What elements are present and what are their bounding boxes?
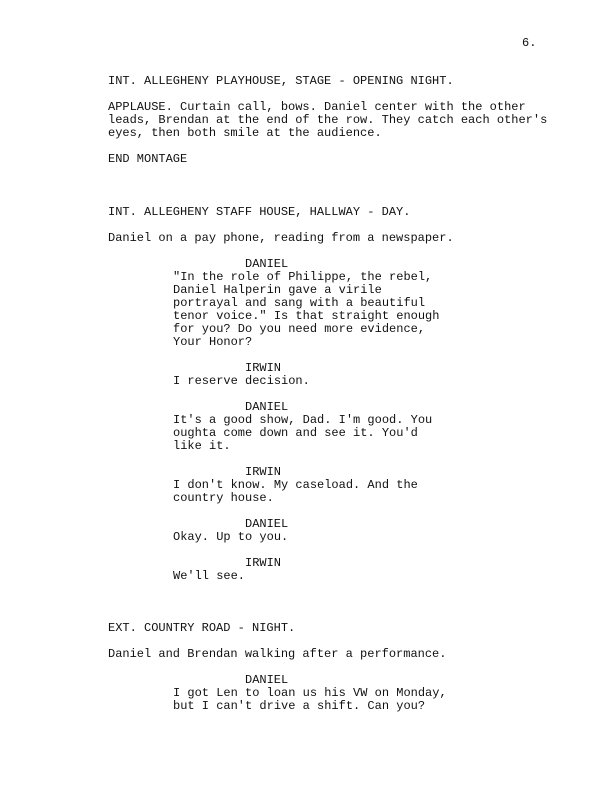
dialogue-line: Daniel Halperin gave a virile [173,283,382,297]
page-number: 6. [522,36,537,50]
character-cue: DANIEL [245,673,289,687]
scene-heading: INT. ALLEGHENY STAFF HOUSE, HALLWAY - DAY. [108,205,411,219]
character-cue: DANIEL [245,257,289,271]
character-cue: DANIEL [245,400,289,414]
dialogue-line: We'll see. [173,569,246,583]
dialogue-line: "In the role of Philippe, the rebel, [173,270,433,284]
dialogue-line: country house. [173,491,274,505]
scene-heading: EXT. COUNTRY ROAD - NIGHT. [108,621,296,635]
dialogue-line: like it. [173,439,231,453]
dialogue-line: Your Honor? [173,335,253,349]
action-line: Daniel and Brendan walking after a performance. [108,647,447,661]
transition: END MONTAGE [108,152,188,166]
action-line: APPLAUSE. Curtain call, bows. Daniel center with the other [108,100,526,114]
dialogue-line: for you? Do you need more evidence, [173,322,426,336]
character-cue: IRWIN [245,465,282,479]
character-cue: IRWIN [245,361,282,375]
dialogue-line: I don't know. My caseload. And the [173,478,418,492]
dialogue-line: I reserve decision. [173,374,310,388]
action-line: Daniel on a pay phone, reading from a newspaper. [108,231,454,245]
dialogue-line: I got Len to loan us his VW on Monday, [173,686,447,700]
action-line: leads, Brendan at the end of the row. They catch each other's [108,113,548,127]
dialogue-line: It's a good show, Dad. I'm good. You [173,413,433,427]
dialogue-line: portrayal and sang with a beautiful [173,296,426,310]
character-cue: IRWIN [245,556,282,570]
scene-heading: INT. ALLEGHENY PLAYHOUSE, STAGE - OPENING NIGHT. [108,74,454,88]
dialogue-line: oughta come down and see it. You'd [173,426,418,440]
dialogue-line: but I can't drive a shift. Can you? [173,699,426,713]
dialogue-line: tenor voice." Is that straight enough [173,309,440,323]
dialogue-line: Okay. Up to you. [173,530,289,544]
action-line: eyes, then both smile at the audience. [108,126,382,140]
character-cue: DANIEL [245,517,289,531]
